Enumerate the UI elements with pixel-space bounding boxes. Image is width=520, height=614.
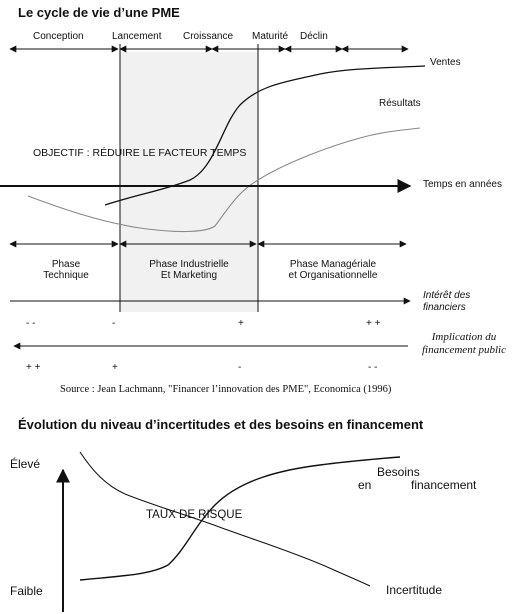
- public-mark-4: - -: [368, 362, 378, 373]
- needs-label-word3: financement: [411, 478, 477, 492]
- uncertainty-title: Évolution du niveau d’incertitudes et des besoins en financement: [18, 417, 424, 432]
- risk-rate-label: TAUX DE RISQUE: [146, 509, 243, 521]
- investor-mark-4: + +: [366, 318, 381, 329]
- time-axis-label: Temps en années: [423, 179, 502, 190]
- y-high-label: Élevé: [10, 457, 41, 471]
- investor-mark-2: -: [112, 318, 116, 329]
- phase-manageriale: Phase Managériale et Organisationnelle: [288, 259, 378, 281]
- public-mark-2: +: [112, 362, 118, 373]
- phase-technique: Phase Technique: [43, 259, 89, 281]
- public-mark-1: + +: [26, 362, 41, 373]
- source-citation: Source : Jean Lachmann, "Financer l’innovation des PME", Economica (1996): [60, 384, 392, 395]
- public-mark-3: -: [238, 362, 242, 373]
- investor-mark-1: - -: [26, 318, 36, 329]
- stage-label-lancement: Lancement: [112, 31, 162, 42]
- stage-label-croissance: Croissance: [183, 31, 234, 42]
- y-low-label: Faible: [10, 584, 43, 598]
- results-label: Résultats: [379, 98, 421, 109]
- stage-label-maturite: Maturité: [252, 31, 289, 42]
- phase-industrielle: Phase Industrielle Et Marketing: [149, 259, 229, 281]
- uncertainty-label: Incertitude: [386, 583, 443, 597]
- investor-interest-label: Intérêt des financiers: [423, 290, 471, 313]
- investor-mark-3: +: [238, 318, 244, 329]
- needs-label-word2: en: [358, 478, 372, 492]
- needs-label-word1: Besoins: [377, 465, 420, 479]
- public-funding-label: Implication du financement public: [421, 331, 506, 356]
- sales-label: Ventes: [430, 57, 461, 68]
- stage-label-conception: Conception: [33, 31, 84, 42]
- lifecycle-title: Le cycle de vie d’une PME: [18, 5, 180, 20]
- stage-label-declin: Déclin: [300, 31, 328, 42]
- objective-text: OBJECTIF : RÉDUIRE LE FACTEUR TEMPS: [33, 147, 247, 159]
